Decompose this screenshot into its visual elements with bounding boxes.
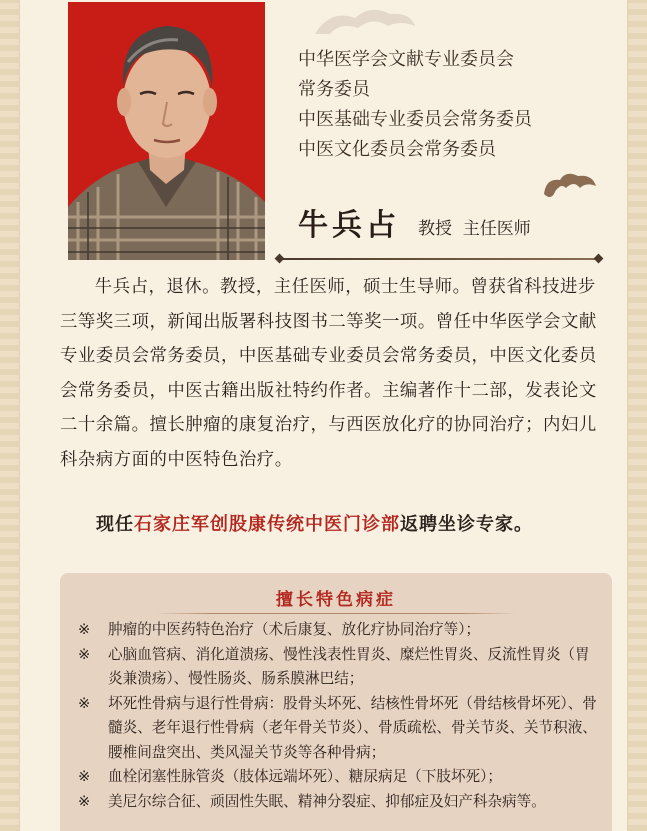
specialties-title: 擅长特色病症 xyxy=(276,590,396,610)
list-item xyxy=(78,618,598,643)
bullet-mark: ※ xyxy=(78,621,91,638)
specialties-divider xyxy=(156,613,516,614)
specialties-panel xyxy=(60,573,612,831)
profile-page xyxy=(20,0,627,831)
specialties-list xyxy=(60,618,612,814)
name-row xyxy=(298,206,598,246)
title-line: 常务委员 xyxy=(298,79,370,100)
clinic-name: 石家庄军创股康传统中医门诊部 xyxy=(134,514,400,535)
biography-text: 牛兵占，退休。教授，主任医师，硕士生导师。曾获省科技进步三等奖三项，新闻出版署科技图书二等奖一项。曾任中华医学会文献专业委员会常务委员，中医基础专业委员会常务委员，中医文化委员会常务委员，中医古籍出版社特约作者。主编著作十二部，发表论文二十余篇。擅长肿瘤的康复治疗，与西医放化疗的协同治疗；内妇儿科杂病方面的中医特色治疗。 xyxy=(60,277,597,470)
bullet-mark: ※ xyxy=(78,694,91,712)
list-item-text: 血栓闭塞性脉管炎（肢体远端坏死）、糖尿病足（下肢坏死）； xyxy=(108,768,503,785)
auspicious-cloud-icon xyxy=(310,4,420,44)
bullet-mark: ※ xyxy=(78,645,91,663)
list-item xyxy=(78,790,598,815)
current-position xyxy=(60,510,610,540)
right-border-pattern xyxy=(627,0,647,831)
portrait-icon xyxy=(68,2,265,260)
name-underline xyxy=(282,258,596,260)
auspicious-cloud-icon xyxy=(540,170,600,204)
list-item xyxy=(78,643,598,692)
current-prefix: 现任 xyxy=(96,514,134,535)
doctor-role: 教授 主任医师 xyxy=(418,219,531,239)
current-suffix: 返聘坐诊专家。 xyxy=(400,514,533,535)
portrait-photo xyxy=(68,2,265,260)
bullet-mark: ※ xyxy=(78,792,91,810)
list-item-text: 坏死性骨病与退行性骨病：股骨头坏死、结核性骨坏死（骨结核骨坏死）、骨髓炎、老年退行性骨病（老年骨关节炎）、骨质疏松、骨关节炎、关节积液、腰椎间盘突出、类风湿关节炎等各种骨病； xyxy=(108,694,597,761)
title-line: 中医文化委员会常务委员 xyxy=(298,139,496,160)
list-item xyxy=(78,692,598,766)
left-border-pattern xyxy=(0,0,20,831)
list-item-text: 美尼尔综合征、顽固性失眠、精神分裂症、抑郁症及妇产科杂病等。 xyxy=(108,792,546,810)
bullet-mark: ※ xyxy=(78,768,91,785)
title-line: 中医基础专业委员会常务委员 xyxy=(298,109,532,130)
list-item xyxy=(78,765,598,790)
list-item-text: 心脑血管病、消化道溃疡、慢性浅表性胃炎、糜烂性胃炎、反流性胃炎（胃炎兼溃疡）、慢性肠炎、肠系膜淋巴结； xyxy=(108,645,590,687)
title-line: 中华医学会文献专业委员会 xyxy=(298,49,514,70)
doctor-name: 牛兵占 xyxy=(298,208,400,243)
list-item-text: 肿瘤的中医药特色治疗（术后康复、放化疗协同治疗等）； xyxy=(108,621,481,638)
committee-titles xyxy=(298,45,608,165)
